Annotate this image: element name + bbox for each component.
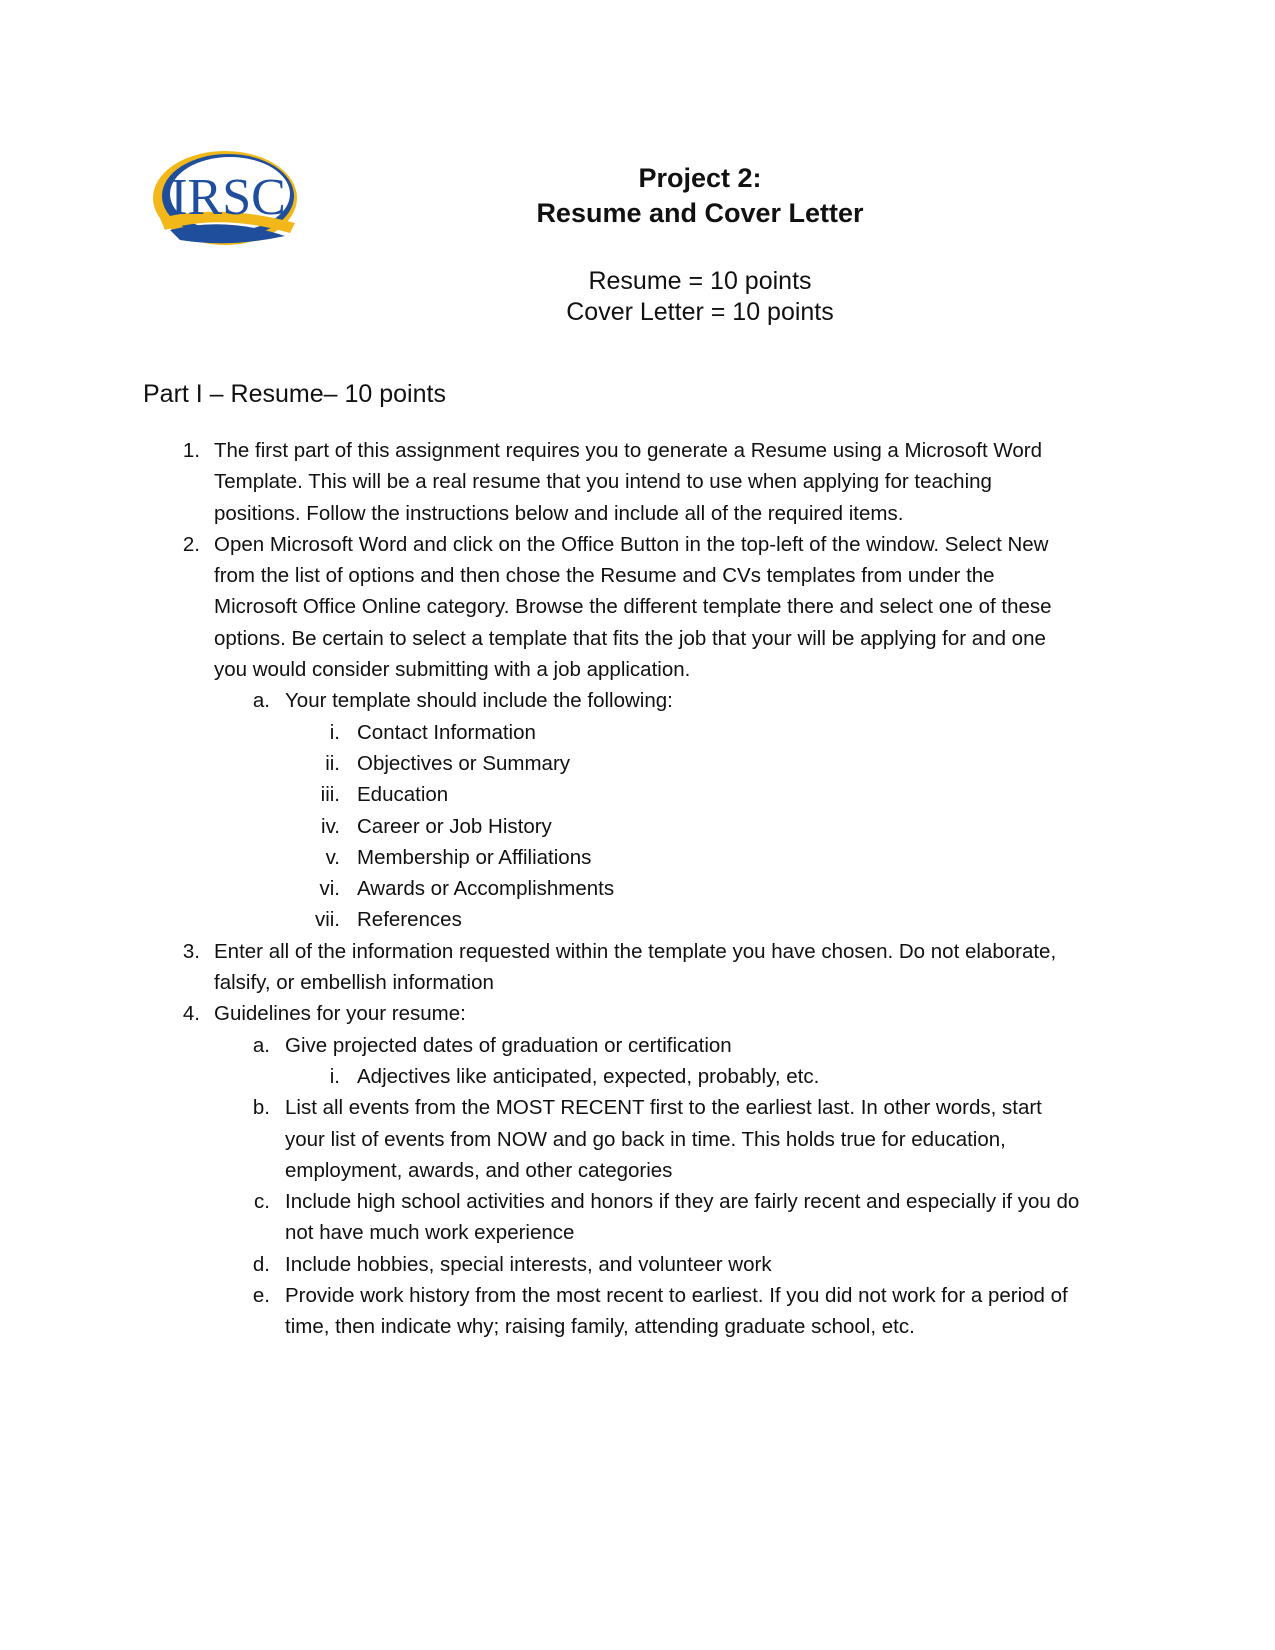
list-marker: 2.: [182, 532, 200, 556]
list-item-text: Awards or Accomplishments: [357, 877, 615, 901]
list-item: [0, 1030, 1085, 1061]
list-marker: c.: [254, 1190, 270, 1214]
list-item-text: References: [357, 908, 462, 932]
title-line-1: Project 2:: [638, 163, 762, 193]
instruction-list: [0, 435, 1275, 1343]
list-marker: i.: [329, 1064, 340, 1088]
list-marker: 4.: [182, 1002, 200, 1026]
resume-points: Resume = 10 points: [588, 267, 812, 295]
irsc-logo: [150, 148, 300, 252]
list-item: [0, 748, 1077, 779]
list-item: [0, 998, 1079, 1029]
list-item-text: Include hobbies, special interests, and volunteer work: [285, 1252, 772, 1276]
list-marker: ii.: [325, 751, 340, 775]
list-marker: 3.: [182, 939, 200, 963]
list-item-text: Education: [357, 783, 449, 807]
list-item-text: Objectives or Summary: [357, 751, 571, 775]
part-1-heading: Part I – Resume– 10 points: [143, 380, 446, 408]
list-marker: vi.: [319, 877, 340, 901]
cover-letter-points: Cover Letter = 10 points: [566, 298, 834, 326]
list-marker: 1.: [182, 439, 200, 462]
list-item: [0, 904, 1077, 935]
list-item: [0, 811, 1077, 842]
list-item: [0, 685, 1085, 716]
list-item-text: Include high school activities and honors if they are fairly recent and especially if you do not have much work experience: [285, 1190, 1080, 1245]
list-item-text: Give projected dates of graduation or certification: [285, 1033, 732, 1057]
list-marker: a.: [252, 689, 270, 713]
list-item: [0, 1061, 1077, 1092]
list-item: [0, 1249, 1085, 1280]
list-item: [0, 1092, 1085, 1186]
list-item: [0, 717, 1077, 748]
list-marker: b.: [252, 1096, 270, 1120]
list-item-text: The first part of this assignment requires you to generate a Resume using a Microsoft Word Template. This will be a real resume that you intend to use when applying for teaching positions. Follow the instructions below and include all of the required items.: [214, 439, 1042, 525]
list-marker: vii.: [314, 908, 340, 932]
list-marker: e.: [252, 1284, 270, 1308]
svg-text:IRSC: IRSC: [170, 169, 286, 226]
list-item-text: Membership or Affiliations: [357, 845, 592, 869]
list-marker: a.: [252, 1033, 270, 1057]
list-item: [0, 873, 1077, 904]
list-item-text: Contact Information: [357, 720, 536, 744]
list-item-text: Enter all of the information requested within the template you have chosen. Do not elaborate, falsify, or embellish information: [214, 939, 1057, 995]
list-item-text: Adjectives like anticipated, expected, probably, etc.: [357, 1064, 820, 1088]
list-item-text: Provide work history from the most recent to earliest. If you did not work for a period of time, then indicate why; raising family, attending graduate school, etc.: [285, 1284, 1068, 1339]
list-marker: d.: [252, 1252, 270, 1276]
list-item-text: Guidelines for your resume:: [214, 1002, 466, 1026]
list-item: [0, 435, 1079, 529]
list-item: [0, 936, 1079, 999]
list-marker: iii.: [320, 783, 340, 807]
title-line-2: Resume and Cover Letter: [536, 198, 864, 228]
list-marker: i.: [329, 720, 340, 744]
list-item: [0, 1280, 1085, 1343]
list-item: [0, 529, 1079, 685]
list-marker: v.: [325, 845, 340, 869]
list-item-text: List all events from the MOST RECENT first to the earliest last. In other words, start your list of events from NOW and go back in time. This holds true for education, employment, awards, and other categories: [285, 1096, 1042, 1182]
list-item-text: Career or Job History: [357, 814, 552, 838]
list-item-text: Open Microsoft Word and click on the Office Button in the top-left of the window. Select New from the list of options and then chose the Resume and CVs templates from under the Microsoft Office Online category. Browse the different template there and select one of these options. Be certain to select a template that fits the job that your will be applying for and one you would consider submitting with a job application.: [214, 532, 1052, 682]
list-item: [0, 1186, 1085, 1249]
list-marker: iv.: [321, 814, 340, 838]
list-item: [0, 842, 1077, 873]
list-item-text: Your template should include the following:: [285, 689, 673, 713]
list-item: [0, 779, 1077, 810]
